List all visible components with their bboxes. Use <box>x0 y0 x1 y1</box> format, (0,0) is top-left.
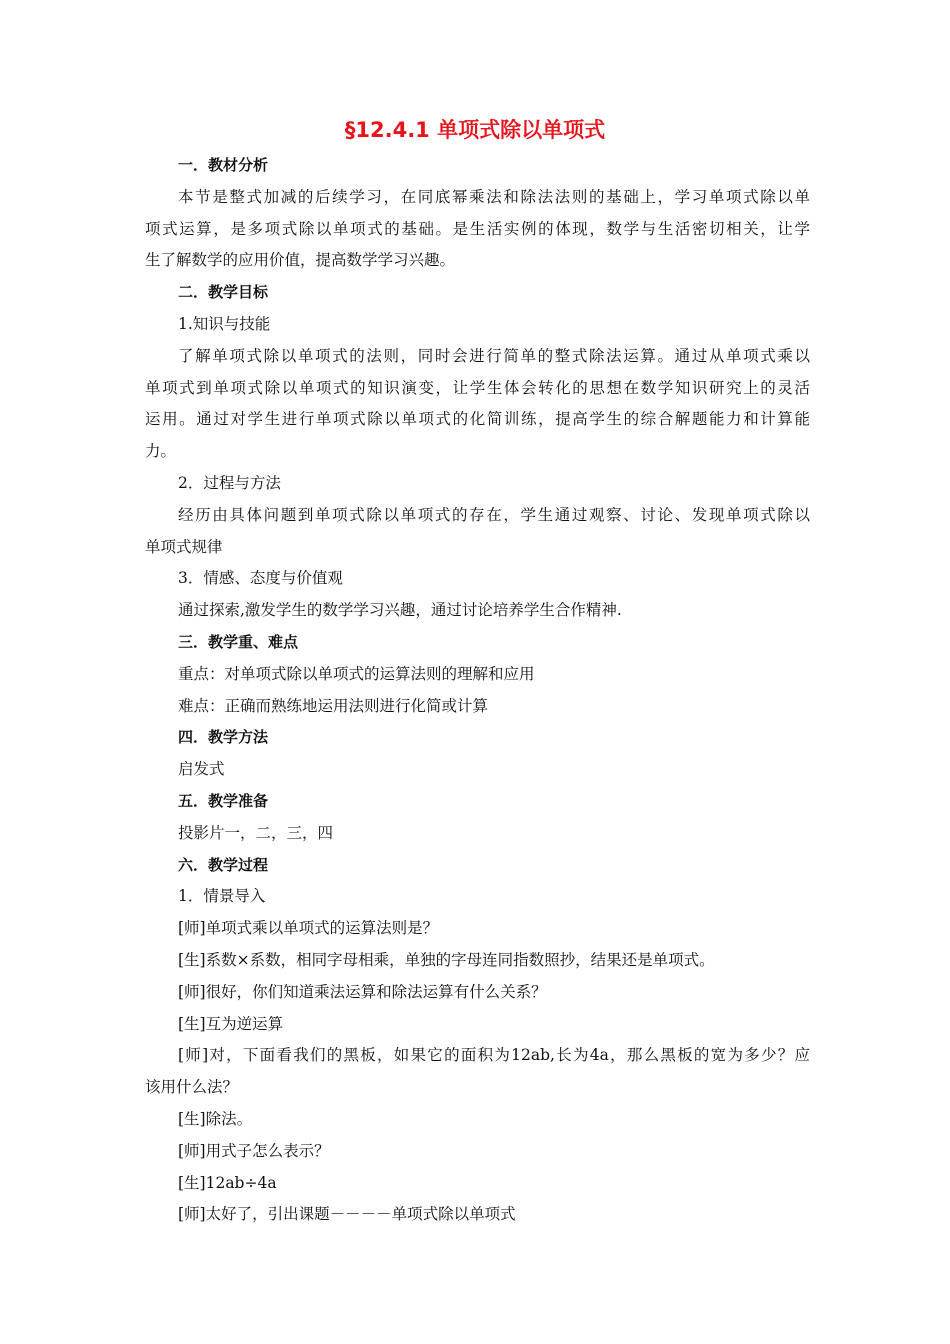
section-heading: 三．教学重、难点 <box>178 632 299 651</box>
paragraph-line: [师]用式子怎么表示？ <box>178 1141 330 1160</box>
paragraph-line: 该用什么法？ <box>145 1078 239 1097</box>
paragraph-line: 难点：正确而熟练地运用法则进行化简或计算 <box>178 696 489 715</box>
paragraph-line: [师]很好，你们知道乘法运算和除法运算有什么关系？ <box>178 982 547 1001</box>
paragraph-line: 投影片一，二，三，四 <box>178 823 334 842</box>
section-heading: 五．教学准备 <box>178 791 269 810</box>
paragraph-line: 运用。通过对学生进行单项式除以单项式的化简训练，提高学生的综合解题能力和计算能 <box>145 410 810 429</box>
paragraph-line: [生]除法。 <box>178 1109 253 1128</box>
paragraph-line: 生了解数学的应用价值，提高数学学习兴趣。 <box>145 251 456 270</box>
paragraph-line: [生]系数×系数，相同字母相乘，单独的字母连同指数照抄，结果还是单项式。 <box>178 950 715 969</box>
paragraph-line: 本节是整式加减的后续学习，在同底幂乘法和除法法则的基础上，学习单项式除以单 <box>178 187 810 206</box>
paragraph-line: 了解单项式除以单项式的法则，同时会进行简单的整式除法运算。通过从单项式乘以 <box>178 346 810 365</box>
paragraph-line: 3．情感、态度与价值观 <box>178 569 343 588</box>
paragraph-line: 单项式到单项式除以单项式的知识演变，让学生体会转化的思想在数学知识研究上的灵活 <box>145 378 810 397</box>
paragraph-line: [生]互为逆运算 <box>178 1014 284 1033</box>
paragraph-line: 2．过程与方法 <box>178 473 281 492</box>
paragraph-line: 通过探索,激发学生的数学学习兴趣，通过讨论培养学生合作精神. <box>178 601 622 620</box>
paragraph-line: 经历由具体问题到单项式除以单项式的存在，学生通过观察、讨论、发现单项式除以 <box>178 505 810 524</box>
paragraph-line: [生]12ab÷4a <box>178 1173 277 1192</box>
paragraph-line: 力。 <box>145 442 177 461</box>
paragraph-line: [师]太好了，引出课题－－－－单项式除以单项式 <box>178 1205 516 1224</box>
paragraph-line: [师]对，下面看我们的黑板，如果它的面积为12ab,长为4a，那么黑板的宽为多少？应 <box>178 1046 810 1065</box>
section-heading: 四．教学方法 <box>178 728 269 747</box>
paragraph-line: 1.知识与技能 <box>178 314 271 333</box>
paragraph-line: 1．情景导入 <box>178 887 266 906</box>
paragraph-line: 项式运算，是多项式除以单项式的基础。是生活实例的体现，数学与生活密切相关，让学 <box>145 219 810 238</box>
paragraph-line: 单项式规律 <box>145 537 223 556</box>
section-heading: 二．教学目标 <box>178 283 269 302</box>
page-title: §12.4.1 单项式除以单项式 <box>344 118 606 142</box>
section-heading: 六．教学过程 <box>178 855 269 874</box>
paragraph-line: 重点：对单项式除以单项式的运算法则的理解和应用 <box>178 664 535 683</box>
document-body <box>145 150 810 1231</box>
paragraph-line: 启发式 <box>178 760 225 779</box>
paragraph-line: [师]单项式乘以单项式的运算法则是？ <box>178 919 439 938</box>
section-heading: 一．教材分析 <box>178 156 269 174</box>
